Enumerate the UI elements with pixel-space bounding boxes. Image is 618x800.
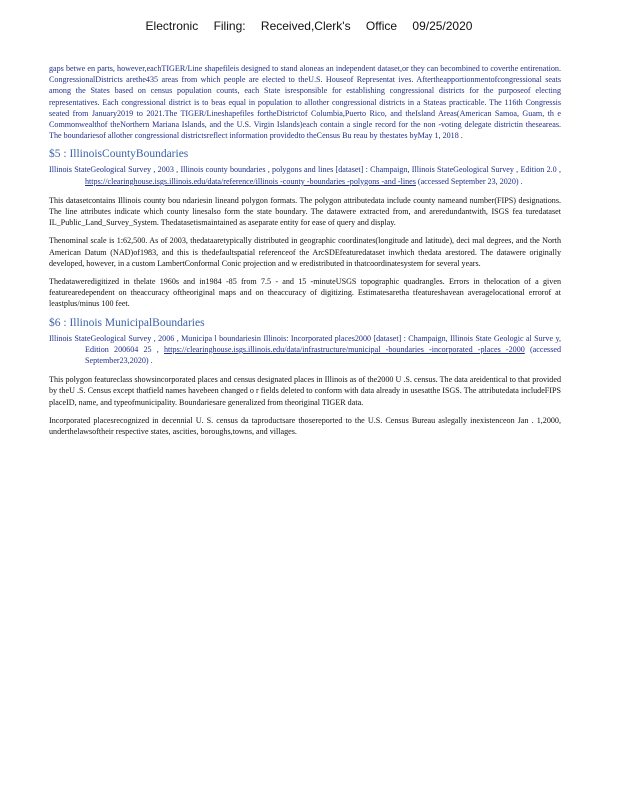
reference-text: Illinois StateGeological Survey , 2006 , Municipa l boundariesin Illinois: Incorporated places2000 [dataset] : Champaign, Illinois State Geologic al Surve y, Edition 200604 25 , <box>49 333 561 354</box>
section-heading: $6 : Illinois MunicipalBoundaries <box>49 316 205 329</box>
reference-citation <box>49 164 561 186</box>
body-paragraph: This datasetcontains Illinois county bou ndariesin lineand polygon formats. The polygon attributedata include county nameand number(FIPS) designations. The line attributes indicate which county linesalso form the state boundary. The datawere extracted from, and areredundantwith, ISGS fea turedataset IL_Public_Land_Survey_System. Thedatasetismaintained as aseparate entity for ease of query and display. <box>49 195 561 228</box>
header-received: Received,Clerk's <box>260 19 351 33</box>
reference-tail: (accessed September 23, 2020) . <box>415 176 523 186</box>
reference-citation <box>49 333 561 367</box>
header-filing: Filing: <box>213 19 246 33</box>
page-header <box>0 19 618 33</box>
section-municipal-boundaries <box>49 317 561 438</box>
body-paragraph: Incorporated placesrecognized in decennial U. S. census da taproductsare thosereported to the U.S. Census Bureau aslegally inexistenceon Jan . 1,2000, underthelawsoftheir respective states, ascities, boroughs,towns, and villages. <box>49 415 561 437</box>
body-paragraph: Thenominal scale is 1:62,500. As of 2003, thedataaretypically distributed in geographic coordinates(longitude and latitude), deci mal degrees, and the North American Datum (NAD)of1983, and this is thedefaultspatial referenceof the ArcSDEfeaturedataset inwhich thedata arestored. The datawere originally developed, however, in a custom LambertConformal Conic projection and w eredistributed in thatcoordinatesystem for several years. <box>49 236 561 268</box>
section-heading: $5 : IllinoisCountyBoundaries <box>49 148 189 161</box>
intro-paragraph: gaps betwe en parts, however,eachTIGER/Line shapefileis designed to stand aloneas an independent dataset,or they can becombined to coverthe entirenation. CongressionalDistricts arethe435 areas from which people are elected to theU.S. Houseof Representat ives. Aftertheapportionmentofcongressional seats among the States based on census population counts, each State isresponsible for establishing congressional districts for the purposeof electing representatives. Each congressional district is to beas equal in population to allother congressional districts in a Stateas practicable. The 116th Congressis seated from January2019 to 2021.The TIGER/Lineshapefiles fortheDistrictof Columbia,Puerto Rico, and theIsland Areas(American Samoa, Guam, th e Commonwealthof theNorthern Mariana Islands, and the U.S. Virgin Islands)each contain a single record for the non -voting delegate districtin theseareas. The boundariesof allother congressional districtsreflect information providedto theCensus Bu reau by thestates byMay 1, 2018 . <box>49 64 561 141</box>
header-electronic: Electronic <box>145 19 199 33</box>
section-county-boundaries <box>49 148 561 309</box>
body-paragraph: This polygon featureclass showsincorporated places and census designated places in Illinois as of the2000 U .S. census. The data areidentical to that provided by theU .S. Census except thatfield names havebeen changed o r fields deleted to conform with data already in usesatthe ISGS. The attributedata includeFIPS placeID, name, and typeofmunicipality. Boundariesare generalized from theoriginal TIGER data. <box>49 375 561 407</box>
body-paragraph: Thedataweredigitized in thelate 1960s and in1984 -85 from 7.5 - and 15 -minuteUSGS topographic quadrangles. Errors in thelocation of a given featurearedependent on theaccuracy oftheoriginal maps and on theaccuracy of digitizing. Estimatesaretha tfeatureshavean averagelocational errorof at leastplus/minus 100 feet. <box>49 277 561 309</box>
reference-link[interactable]: https://clearinghouse.isgs.illinois.edu/data/infrastructure/municipal -boundaries -incorporated -places -2000 <box>163 344 525 354</box>
reference-tail: (accessed September23,2020) . <box>85 344 561 366</box>
header-date: 09/25/2020 <box>412 19 473 33</box>
header-office: Office <box>365 19 398 33</box>
reference-link[interactable]: https://clearinghouse.isgs.illinois.edu/data/reference/illinois -county -boundaries -polygons -and -lines <box>85 176 416 186</box>
document-body <box>49 63 561 444</box>
reference-text: Illinois StateGeological Survey , 2003 , Illinois county boundaries , polygons and lines [dataset] : Champaign, Illinois StateGeological Survey , Edition 2.0 , <box>49 165 561 175</box>
